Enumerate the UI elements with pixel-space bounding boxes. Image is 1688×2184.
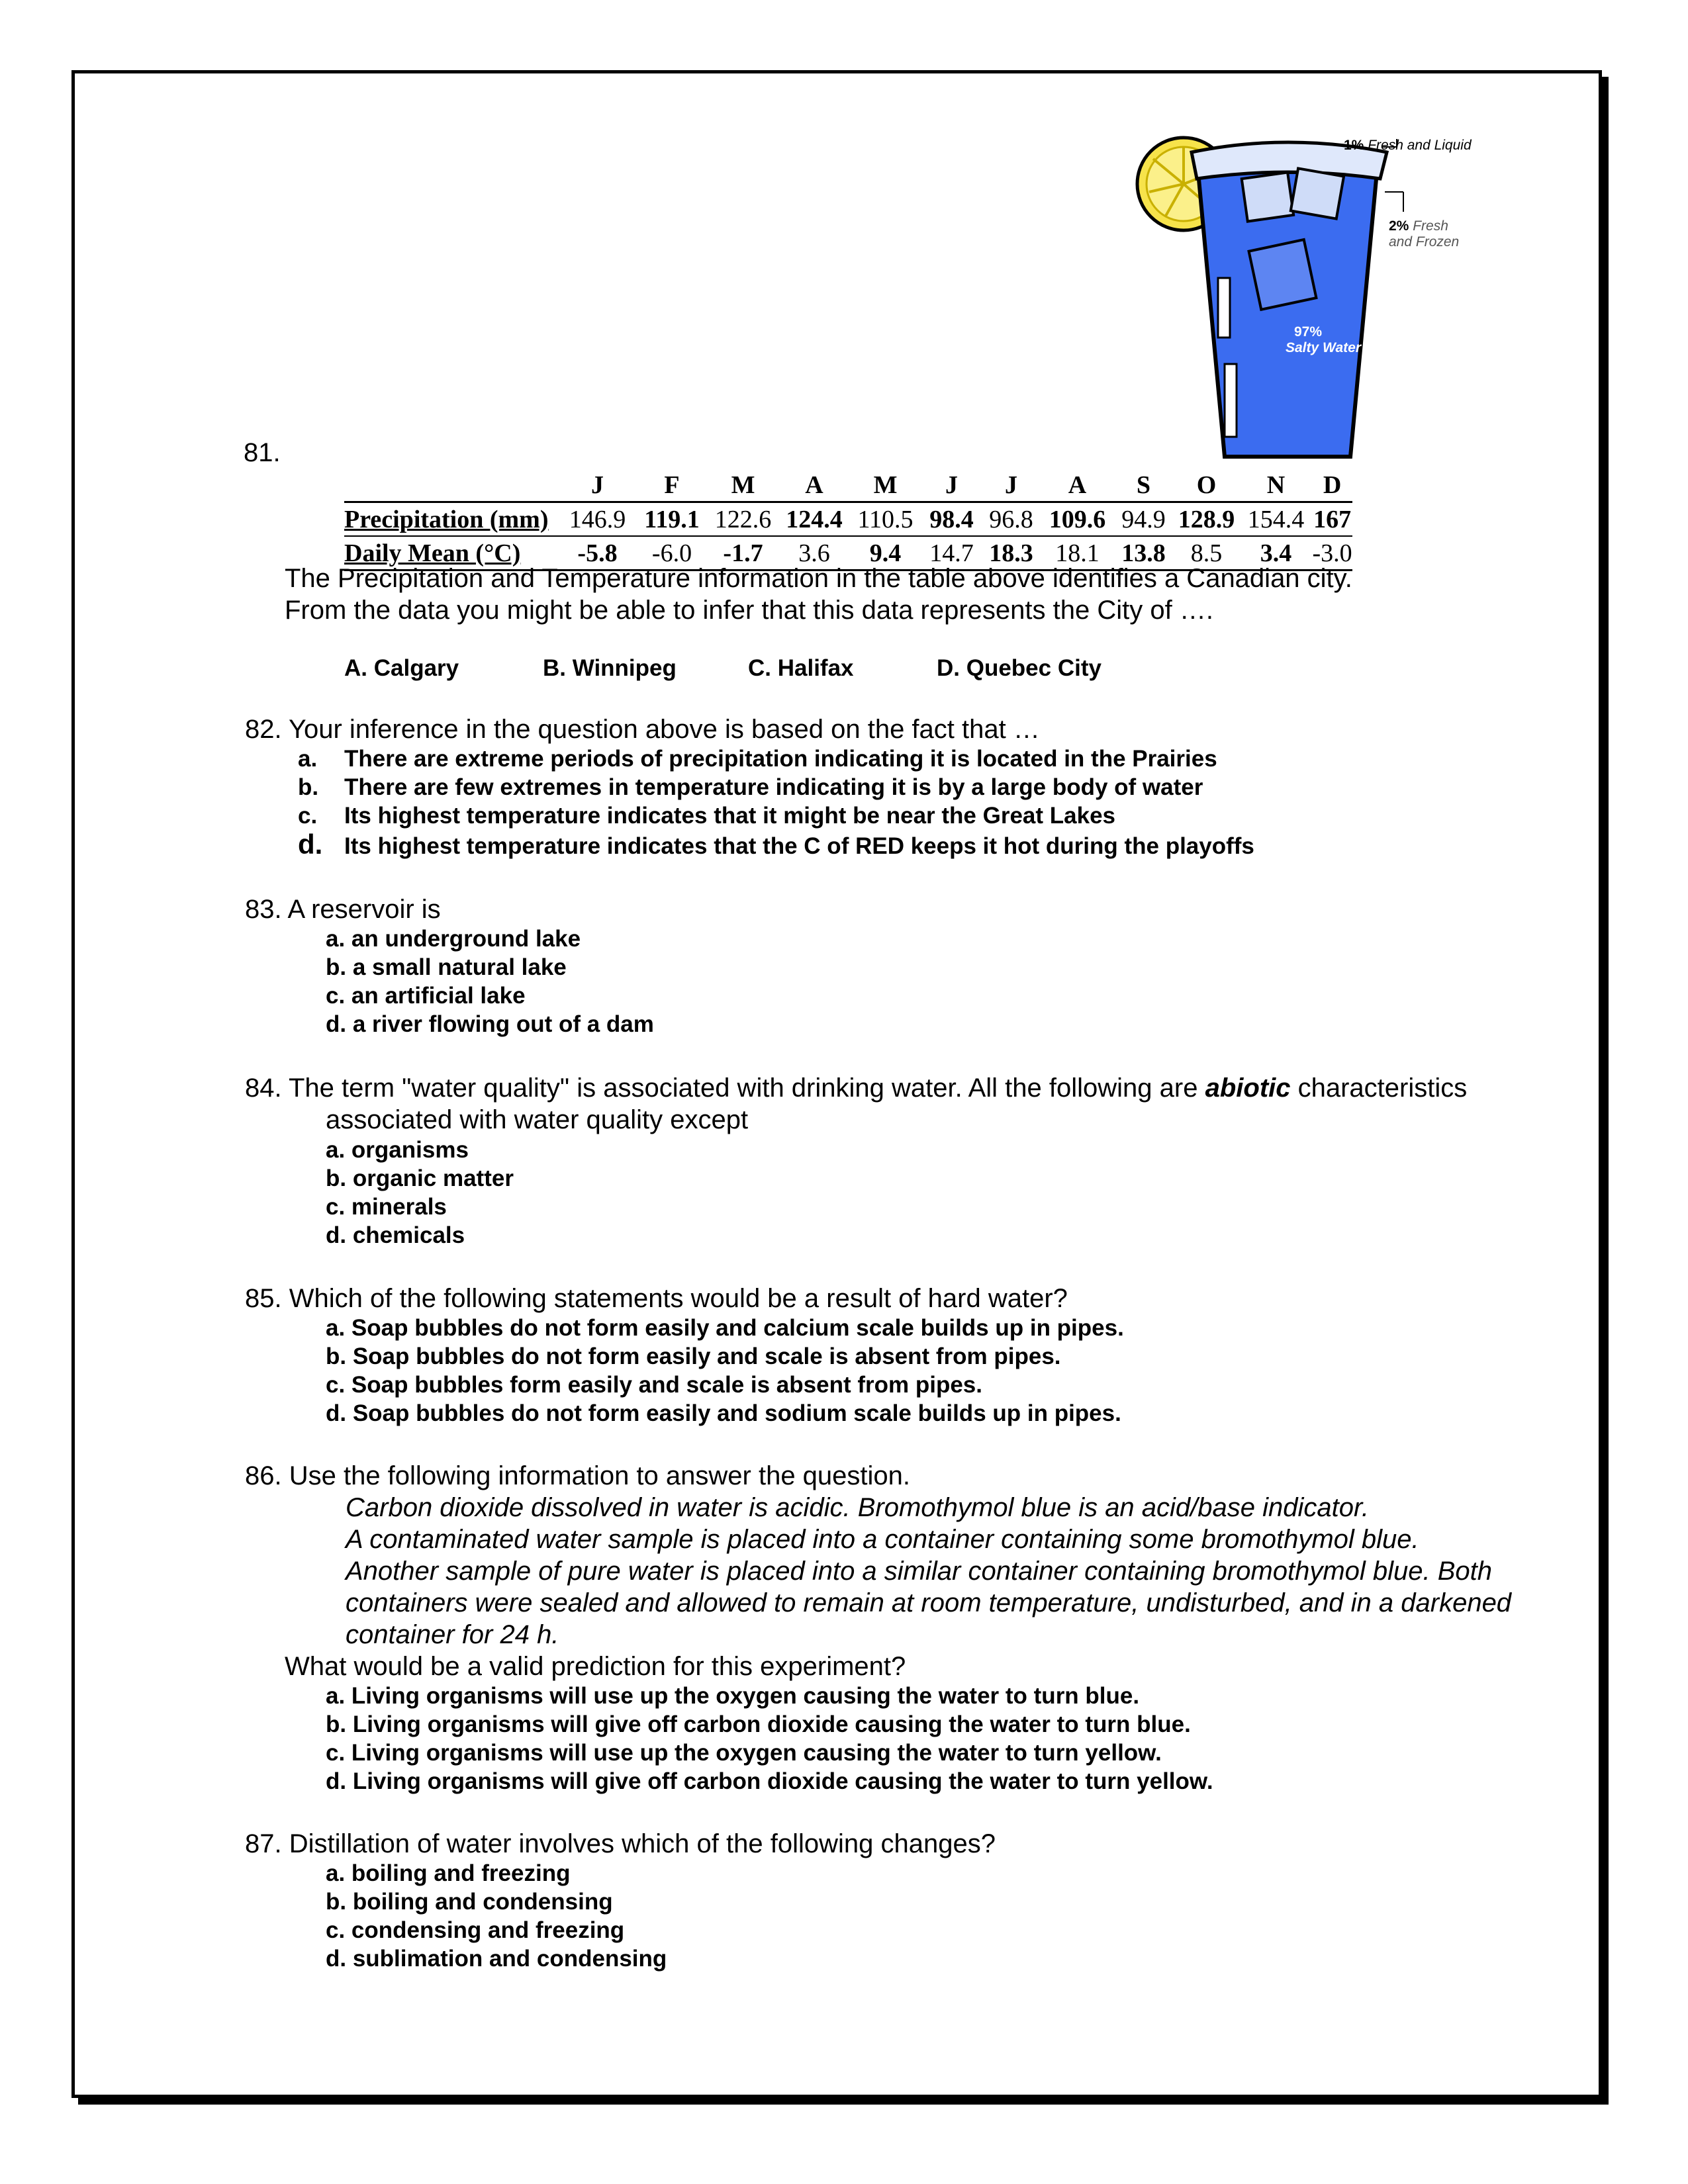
q87-option-a[interactable]: a. boiling and freezing	[326, 1860, 571, 1886]
q87-option-b[interactable]: b. boiling and condensing	[326, 1889, 613, 1915]
q82-letter-b: b.	[298, 774, 319, 800]
precip-cell: 96.8	[982, 502, 1041, 537]
q83-stem: 83. A reservoir is	[245, 895, 441, 924]
q86-info-3: Another sample of pure water is placed into a similar container containing bromothymol blue. Both containers were sealed and allowed to remain at room temperature, undisturbed, and in a darkened container for 24 h.	[346, 1557, 1512, 1649]
temp-cell: -6.0	[637, 536, 707, 570]
q82-option-c[interactable]: Its highest temperature indicates that it might be near the Great Lakes	[344, 803, 1116, 829]
q86-option-a[interactable]: a. Living organisms will use up the oxygen causing the water to turn blue.	[326, 1683, 1140, 1709]
q82-letter-c: c.	[298, 803, 318, 829]
q85-option-a[interactable]: a. Soap bubbles do not form easily and calcium scale builds up in pipes.	[326, 1315, 1124, 1341]
q84-option-a[interactable]: a. organisms	[326, 1137, 469, 1163]
q84-stem-text-2: characteristics	[1290, 1073, 1468, 1103]
water-glass-graphic	[1125, 113, 1496, 483]
q84-stem-line-2: associated with water quality except	[326, 1105, 749, 1134]
precip-cell: 167	[1313, 502, 1352, 537]
month-header: S	[1114, 469, 1174, 502]
precipitation-label: Precipitation (mm)	[344, 502, 558, 537]
precip-cell: 146.9	[558, 502, 637, 537]
month-header: J	[922, 469, 982, 502]
temp-cell: 3.6	[780, 536, 849, 570]
q83-option-a[interactable]: a. an underground lake	[326, 926, 581, 952]
q81-option-a[interactable]: A. Calgary	[344, 655, 459, 681]
q82-letter-a: a.	[298, 746, 318, 772]
q87-option-d[interactable]: d. sublimation and condensing	[326, 1946, 667, 1972]
q81-text-2: From the data you might be able to infer that this data represents the City of ….	[285, 596, 1213, 625]
month-header: J	[982, 469, 1041, 502]
precip-cell: 154.4	[1240, 502, 1313, 537]
q86-info-1: Carbon dioxide dissolved in water is acidic. Bromothymol blue is an acid/base indicator.	[346, 1493, 1369, 1522]
q87-option-c[interactable]: c. condensing and freezing	[326, 1917, 625, 1943]
temp-cell: 8.5	[1174, 536, 1240, 570]
weather-table	[344, 469, 1352, 571]
q82-option-d[interactable]: Its highest temperature indicates that the C of RED keeps it hot during the playoffs	[344, 833, 1254, 859]
month-header: A	[1041, 469, 1114, 502]
label-salty: Salty Water	[1286, 340, 1361, 355]
precipitation-row	[344, 502, 1352, 537]
month-header: J	[558, 469, 637, 502]
q86-option-b[interactable]: b. Living organisms will give off carbon dioxide causing the water to turn blue.	[326, 1711, 1191, 1737]
label-fresh-frozen: 2% Fresh	[1389, 218, 1448, 234]
q82-stem: 82. Your inference in the question above is based on the fact that …	[245, 715, 1040, 744]
temp-cell: 13.8	[1114, 536, 1174, 570]
temp-cell: -1.7	[707, 536, 780, 570]
q84-stem	[245, 1072, 1467, 1104]
temp-cell: 14.7	[922, 536, 982, 570]
q87-stem: 87. Distillation of water involves which of the following changes?	[245, 1829, 996, 1858]
precip-cell: 124.4	[780, 502, 849, 537]
q81-option-b[interactable]: B. Winnipeg	[543, 655, 677, 681]
q84-option-c[interactable]: c. minerals	[326, 1194, 447, 1220]
q81-option-c[interactable]: C. Halifax	[748, 655, 854, 681]
precip-cell: 122.6	[707, 502, 780, 537]
q85-stem: 85. Which of the following statements would be a result of hard water?	[245, 1284, 1068, 1313]
q86-option-c[interactable]: c. Living organisms will use up the oxygen causing the water to turn yellow.	[326, 1740, 1162, 1766]
month-header: F	[637, 469, 707, 502]
q84-option-b[interactable]: b. organic matter	[326, 1165, 514, 1191]
temp-cell: -5.8	[558, 536, 637, 570]
temperature-label: Daily Mean (°C)	[344, 536, 558, 570]
precip-cell: 128.9	[1174, 502, 1240, 537]
month-header-row	[344, 469, 1352, 502]
month-header: D	[1313, 469, 1352, 502]
month-header: M	[707, 469, 780, 502]
q81-number: 81.	[244, 438, 281, 467]
q85-option-b[interactable]: b. Soap bubbles do not form easily and scale is absent from pipes.	[326, 1343, 1061, 1369]
q86-option-d[interactable]: d. Living organisms will give off carbon dioxide causing the water to turn yellow.	[326, 1768, 1213, 1794]
q86-stem: 86. Use the following information to answer the question.	[245, 1461, 911, 1490]
temp-cell: 18.3	[982, 536, 1041, 570]
precip-cell: 110.5	[849, 502, 922, 537]
q83-option-b[interactable]: b. a small natural lake	[326, 954, 567, 980]
q86-info-2: A contaminated water sample is placed into a container containing some bromothymol blue.	[346, 1525, 1419, 1554]
q84-stem-text: 84. The term "water quality" is associated with drinking water. All the following are	[245, 1073, 1205, 1103]
month-header: N	[1240, 469, 1313, 502]
q85-option-d[interactable]: d. Soap bubbles do not form easily and sodium scale builds up in pipes.	[326, 1400, 1121, 1426]
q81-text-1: The Precipitation and Temperature information in the table above identifies a Canadian city.	[285, 564, 1352, 593]
q84-emphasis: abiotic	[1205, 1073, 1291, 1103]
temp-cell: -3.0	[1313, 536, 1352, 570]
temp-cell: 3.4	[1240, 536, 1313, 570]
month-header: M	[849, 469, 922, 502]
q82-option-b[interactable]: There are few extremes in temperature indicating it is by a large body of water	[344, 774, 1203, 800]
temp-cell: 9.4	[849, 536, 922, 570]
q83-option-c[interactable]: c. an artificial lake	[326, 983, 526, 1009]
q83-option-d[interactable]: d. a river flowing out of a dam	[326, 1011, 654, 1037]
month-header: A	[780, 469, 849, 502]
label-fresh-liquid: 1% Fresh and Liquid	[1344, 138, 1472, 153]
month-header: O	[1174, 469, 1240, 502]
q84-option-d[interactable]: d. chemicals	[326, 1222, 465, 1248]
q82-letter-d: d.	[298, 829, 323, 860]
q82-option-a[interactable]: There are extreme periods of precipitation indicating it is located in the Prairies	[344, 746, 1217, 772]
temp-cell: 18.1	[1041, 536, 1114, 570]
precip-cell: 109.6	[1041, 502, 1114, 537]
label-salty-pct: 97%	[1294, 324, 1323, 340]
precip-cell: 119.1	[637, 502, 707, 537]
q81-option-d[interactable]: D. Quebec City	[937, 655, 1102, 681]
precip-cell: 98.4	[922, 502, 982, 537]
label-fresh-frozen-2: and Frozen	[1389, 234, 1460, 250]
precip-cell: 94.9	[1114, 502, 1174, 537]
q86-prompt: What would be a valid prediction for this experiment?	[285, 1652, 906, 1681]
q85-option-c[interactable]: c. Soap bubbles form easily and scale is absent from pipes.	[326, 1372, 982, 1398]
